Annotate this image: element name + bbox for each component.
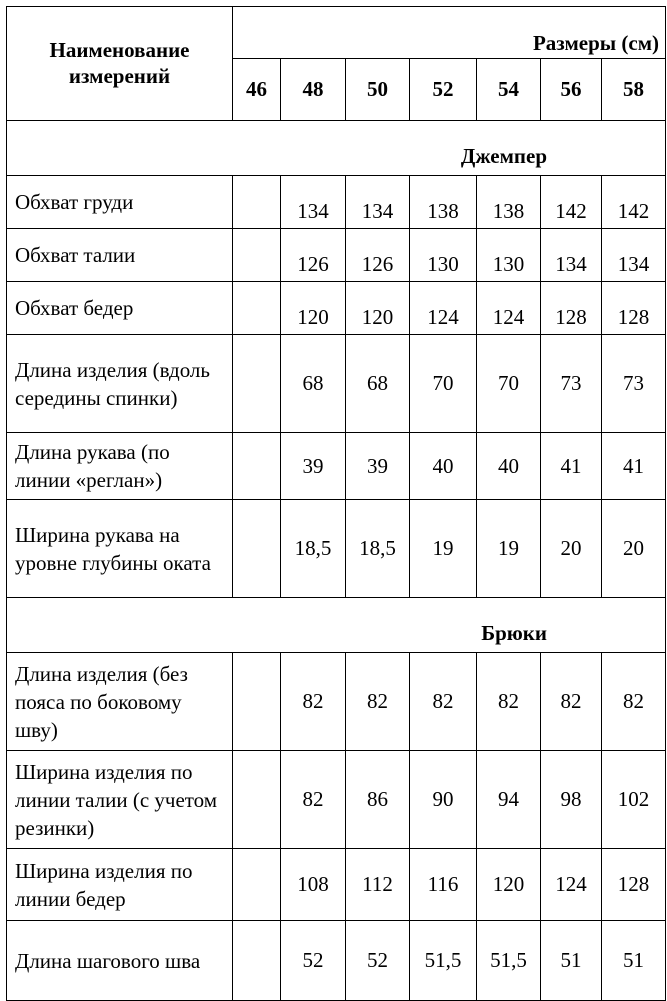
value-cell: 112 (346, 849, 410, 921)
value-cell: 40 (410, 433, 477, 500)
measurement-label: Обхват талии (7, 229, 233, 282)
value-cell: 138 (477, 176, 541, 229)
table-row (7, 751, 666, 849)
value-cell: 52 (281, 921, 346, 1001)
value-cell (233, 500, 281, 598)
table-row (7, 849, 666, 921)
header-name: Наименование измерений (7, 7, 233, 121)
value-cell (233, 849, 281, 921)
section-title: Джемпер (7, 121, 666, 176)
section-row (7, 598, 666, 653)
value-cell (233, 335, 281, 433)
value-cell: 68 (346, 335, 410, 433)
section-row (7, 121, 666, 176)
size-56: 56 (541, 59, 602, 121)
value-cell: 52 (346, 921, 410, 1001)
size-48: 48 (281, 59, 346, 121)
size-58: 58 (602, 59, 666, 121)
value-cell: 39 (281, 433, 346, 500)
value-cell: 70 (410, 335, 477, 433)
value-cell: 120 (346, 282, 410, 335)
value-cell: 20 (541, 500, 602, 598)
value-cell: 70 (477, 335, 541, 433)
table-row (7, 653, 666, 751)
value-cell: 142 (602, 176, 666, 229)
size-52: 52 (410, 59, 477, 121)
value-cell (233, 282, 281, 335)
measurement-label: Ширина рукава на уровне глубины оката (7, 500, 233, 598)
value-cell: 126 (346, 229, 410, 282)
value-cell: 130 (477, 229, 541, 282)
value-cell: 51 (602, 921, 666, 1001)
value-cell (233, 751, 281, 849)
value-cell: 126 (281, 229, 346, 282)
size-50: 50 (346, 59, 410, 121)
header-sizes-group: Размеры (см) (233, 7, 666, 59)
value-cell: 73 (541, 335, 602, 433)
value-cell: 39 (346, 433, 410, 500)
value-cell: 120 (281, 282, 346, 335)
value-cell: 128 (602, 849, 666, 921)
value-cell: 134 (281, 176, 346, 229)
table-row (7, 229, 666, 282)
value-cell: 20 (602, 500, 666, 598)
table-row (7, 176, 666, 229)
value-cell (233, 921, 281, 1001)
value-cell: 51,5 (477, 921, 541, 1001)
value-cell: 82 (541, 653, 602, 751)
value-cell: 18,5 (346, 500, 410, 598)
value-cell: 98 (541, 751, 602, 849)
value-cell: 108 (281, 849, 346, 921)
value-cell: 73 (602, 335, 666, 433)
table-row (7, 500, 666, 598)
table-row (7, 282, 666, 335)
value-cell: 134 (541, 229, 602, 282)
value-cell: 82 (410, 653, 477, 751)
value-cell: 138 (410, 176, 477, 229)
value-cell (233, 176, 281, 229)
value-cell: 51 (541, 921, 602, 1001)
value-cell: 68 (281, 335, 346, 433)
measurement-label: Обхват бедер (7, 282, 233, 335)
value-cell: 124 (541, 849, 602, 921)
size-46: 46 (233, 59, 281, 121)
value-cell (233, 229, 281, 282)
measurement-label: Длина рукава (по линии «реглан») (7, 433, 233, 500)
section-title: Брюки (7, 598, 666, 653)
value-cell: 18,5 (281, 500, 346, 598)
value-cell: 94 (477, 751, 541, 849)
value-cell (233, 433, 281, 500)
size-table (6, 6, 666, 1001)
size-54: 54 (477, 59, 541, 121)
table-row (7, 433, 666, 500)
value-cell: 82 (281, 751, 346, 849)
value-cell: 82 (346, 653, 410, 751)
value-cell: 41 (541, 433, 602, 500)
table-body (7, 121, 666, 1001)
value-cell (233, 653, 281, 751)
measurement-label: Длина изделия (вдоль середины спинки) (7, 335, 233, 433)
table-row (7, 921, 666, 1001)
value-cell: 128 (541, 282, 602, 335)
value-cell: 128 (602, 282, 666, 335)
value-cell: 90 (410, 751, 477, 849)
value-cell: 41 (602, 433, 666, 500)
value-cell: 120 (477, 849, 541, 921)
value-cell: 82 (477, 653, 541, 751)
value-cell: 40 (477, 433, 541, 500)
measurement-label: Ширина изделия по линии бедер (7, 849, 233, 921)
measurement-label: Длина шагового шва (7, 921, 233, 1001)
value-cell: 134 (602, 229, 666, 282)
value-cell: 51,5 (410, 921, 477, 1001)
value-cell: 19 (410, 500, 477, 598)
measurement-label: Обхват груди (7, 176, 233, 229)
value-cell: 142 (541, 176, 602, 229)
value-cell: 86 (346, 751, 410, 849)
value-cell: 82 (602, 653, 666, 751)
measurement-label: Длина изделия (без пояса по боковому шву) (7, 653, 233, 751)
value-cell: 124 (410, 282, 477, 335)
measurement-label: Ширина изделия по линии талии (с учетом резинки) (7, 751, 233, 849)
value-cell: 116 (410, 849, 477, 921)
table-row (7, 335, 666, 433)
value-cell: 134 (346, 176, 410, 229)
value-cell: 102 (602, 751, 666, 849)
value-cell: 124 (477, 282, 541, 335)
value-cell: 130 (410, 229, 477, 282)
value-cell: 19 (477, 500, 541, 598)
value-cell: 82 (281, 653, 346, 751)
